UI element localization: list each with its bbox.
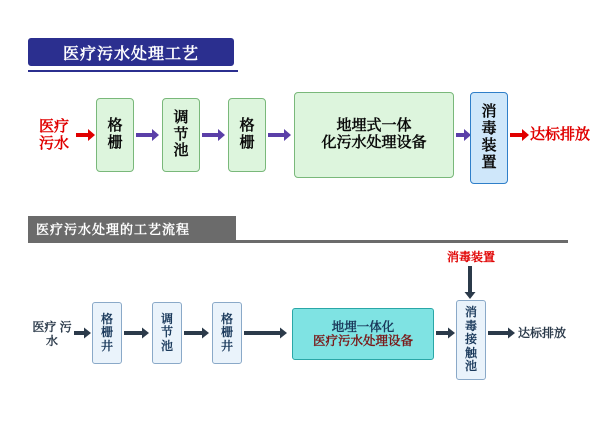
diagram2-title-banner	[28, 216, 236, 240]
diagram1-arrow-1	[76, 128, 96, 142]
diagram2-output-label: 达标排放	[518, 326, 567, 340]
diagram1-node-grate2: 格 栅	[228, 98, 266, 172]
diagram2-node-grate-well-2: 格 栅 井	[212, 302, 242, 364]
diagram2-node-regulating-tank: 调 节 池	[152, 302, 182, 364]
diagram1-arrow-3	[202, 128, 226, 142]
diagram1-arrow-6	[510, 128, 530, 142]
diagram2-arrow-6	[488, 327, 516, 339]
diagram2-title-underline	[28, 240, 568, 243]
diagram1-node-buried-integrated-equipment: 地埋式一体 化污水处理设备	[294, 92, 454, 178]
diagram1-arrow-2	[136, 128, 160, 142]
diagram1-input-label: 医疗 污水	[38, 118, 69, 153]
diagram1-title-underline	[28, 70, 238, 72]
diagram2-arrow-4	[244, 327, 288, 339]
diagram2-node-buried-integrated-equipment: 地埋一体化 医疗污水处理设备	[292, 308, 434, 360]
diagram2-callout-label: 消毒装置	[446, 250, 495, 264]
diagram1-title-banner	[28, 38, 234, 66]
diagram2-callout-arrow	[464, 266, 476, 300]
diagram1-title: 医疗污水处理工艺	[62, 45, 199, 63]
diagram1-output-label: 达标排放	[530, 126, 591, 143]
diagram2-title: 医疗污水处理的工艺流程	[36, 221, 191, 237]
diagram2-arrow-3	[184, 327, 210, 339]
diagram2-arrow-2	[124, 327, 150, 339]
diagram2-arrow-1	[74, 327, 92, 339]
diagram1-node-regulating-tank: 调 节 池	[162, 98, 200, 172]
diagram2-node-grate-well-1: 格 栅 井	[92, 302, 122, 364]
diagram2-node-disinfection-contact-tank: 消 毒 接 触 池	[456, 300, 486, 380]
diagram1-node-grate1: 格 栅	[96, 98, 134, 172]
diagram2-input-label: 医疗 污水	[32, 320, 72, 349]
diagram1-node-disinfection-device: 消 毒 装 置	[470, 92, 508, 184]
diagram1-arrow-4	[268, 128, 292, 142]
diagram2-arrow-5	[436, 327, 456, 339]
